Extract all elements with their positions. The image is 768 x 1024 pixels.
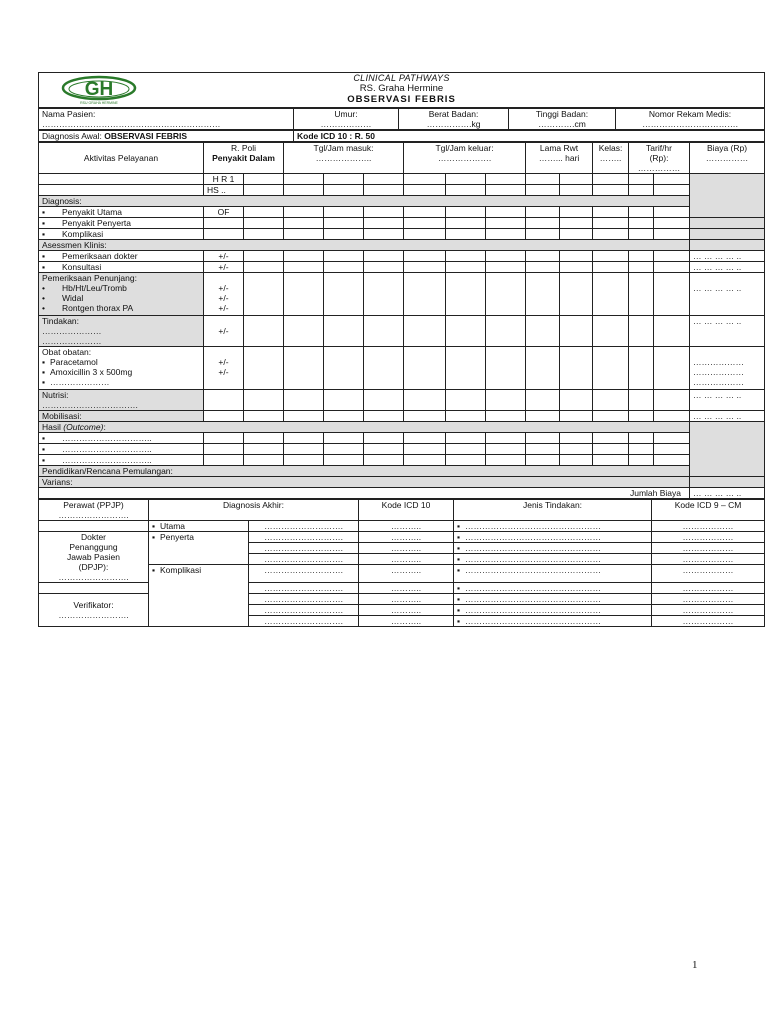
hospital-logo [59, 74, 139, 106]
diagnosis-section-label: Diagnosis: [39, 196, 690, 207]
utama-label: ▪ Utama [149, 521, 249, 532]
hasil-section-row [39, 422, 765, 433]
penyakit-penyerta-row [39, 218, 765, 229]
komplikasi-icd-dots-4[interactable]: ……….. [359, 605, 454, 616]
tindakan-cell [39, 316, 204, 347]
lama-rawat-header[interactable] [526, 143, 593, 174]
komplikasi-diag-dots-5[interactable]: ………………………. [249, 616, 359, 627]
icd9-8-dots[interactable]: ……………… [652, 605, 765, 616]
widal-label: • Widal [42, 293, 200, 303]
rpoli-header [204, 143, 284, 174]
outcome-label: (Outcome) [63, 422, 104, 432]
varians-row [39, 477, 765, 488]
tgl-masuk-label: Tgl/Jam masuk: [313, 143, 374, 153]
obat-biaya-1: ……………… [693, 357, 745, 367]
biaya-grey-block-1 [690, 174, 765, 218]
icd9-5-dots[interactable]: ……………… [652, 565, 765, 583]
dokter-label-2: Penanggung [69, 542, 118, 552]
hb-label: • Hb/Ht/Leu/Tromb [42, 283, 200, 293]
tindakan-5-dots[interactable]: ▪ ………………………………………… [454, 565, 652, 583]
dpjp-cell[interactable] [39, 532, 149, 583]
logo-swoosh-icon [59, 74, 139, 106]
hasil-row-2 [39, 444, 765, 455]
penunjang-row [39, 273, 765, 316]
nutrisi-biaya: … … … … .. [690, 390, 765, 411]
mobilisasi-row [39, 411, 765, 422]
tgl-masuk-header[interactable] [284, 143, 404, 174]
kode-icd10-header: Kode ICD 10 [359, 500, 454, 521]
dokter-label-3: Jawab Pasien [67, 552, 120, 562]
hs-label: HS .. [204, 185, 244, 196]
hr1-row [39, 174, 765, 185]
pendidikan-row [39, 466, 765, 477]
perawat-cell[interactable] [39, 500, 149, 521]
tgl-masuk-value: ……………….. [315, 153, 372, 163]
tindakan-3-dots[interactable]: ▪ ………………………………………… [454, 543, 652, 554]
amoxicillin-label: ▪ Amoxicillin 3 x 500mg [42, 367, 200, 377]
doc-title-observasi: OBSERVASI FEBRIS [347, 94, 456, 105]
penyakit-utama-label: ▪ Penyakit Utama [39, 207, 204, 218]
komplikasi-diag-dots-4[interactable]: ………………………. [249, 605, 359, 616]
rontgen-pm: +/- [218, 303, 229, 313]
jumlah-biaya-row [39, 488, 765, 499]
dokter-label-1: Dokter [80, 532, 107, 542]
nama-pasien-label: Nama Pasien: [42, 109, 96, 119]
komplikasi-diag-dots-3[interactable]: ………………………. [249, 594, 359, 605]
dokter-label-4: (DPJP): [78, 562, 109, 572]
komplikasi-icd-dots-5[interactable]: ……….. [359, 616, 454, 627]
hasil-dots-3: ▪ ………………………….. [39, 455, 204, 466]
perawat-label: Perawat (PPJP) [63, 500, 124, 510]
mobilisasi-label: Mobilisasi: [39, 411, 204, 422]
biaya-grey-block-2 [690, 422, 765, 477]
final-row-6 [39, 583, 765, 594]
hr1-blank [39, 174, 204, 185]
jenis-tindakan-header: Jenis Tindakan: [454, 500, 652, 521]
penunjang-pm-cell [204, 273, 244, 316]
aktivitas-header: Aktivitas Pelayanan [39, 143, 204, 174]
berat-badan-label: Berat Badan: [428, 109, 479, 119]
penyerta-diag-dots-3[interactable]: ………………………. [249, 554, 359, 565]
tarif-header[interactable] [629, 143, 690, 174]
umur-label: Umur: [334, 109, 358, 119]
penyerta-icd-dots-1[interactable]: ……….. [359, 532, 454, 543]
verifikator-dots: ……………………. [58, 610, 129, 620]
rekam-medis-label: Nomor Rekam Medis: [648, 109, 732, 119]
penyerta-label: ▪ Penyerta [149, 532, 249, 565]
icd9-6-dots[interactable]: ……………… [652, 583, 765, 594]
logo-text: GH [84, 79, 114, 100]
asesmen-section-label: Asessmen Klinis: [39, 240, 690, 251]
kelas-value: …….. [599, 153, 622, 163]
rontgen-label: • Rontgen thorax PA [42, 303, 200, 313]
doc-title-clinical-pathways: CLINICAL PATHWAYS [353, 73, 450, 83]
rekam-medis-field[interactable] [616, 109, 765, 130]
pemeriksaan-dokter-row [39, 251, 765, 262]
icd9-7-dots[interactable]: ……………… [652, 594, 765, 605]
paracetamol-pm: +/- [218, 357, 229, 367]
jumlah-biaya-value[interactable]: … … … … .. [690, 488, 765, 499]
hasil-label: Hasil [42, 422, 61, 432]
obat-cell [39, 347, 204, 390]
dokter-dots: ……………………. [58, 572, 129, 582]
diagnosis-akhir-header: Diagnosis Akhir: [149, 500, 359, 521]
hasil-section-label: Hasil (Outcome): [39, 422, 690, 433]
komplikasi-diag-dots-2[interactable]: ………………………. [249, 583, 359, 594]
lama-rawat-label: Lama Rwt [539, 143, 579, 153]
tgl-keluar-value: ………………. [437, 153, 492, 163]
rpoli-label: R. Poli [230, 143, 257, 153]
penunjang-biaya-cell [690, 273, 765, 316]
konsultasi-row [39, 262, 765, 273]
tinggi-badan-value: ………….cm [538, 119, 586, 129]
tinggi-badan-label: Tinggi Badan: [535, 109, 589, 119]
penunjang-label: Pemeriksaan Penunjang: [42, 273, 137, 283]
perawat-dots: ……………………. [58, 510, 129, 520]
penyakit-penyerta-label: ▪ Penyakit Penyerta [39, 218, 204, 229]
nutrisi-row [39, 390, 765, 411]
tindakan-pm: +/- [204, 316, 244, 347]
utama-diag-dots[interactable]: ………………………. [249, 521, 359, 532]
penyakit-utama-row [39, 207, 765, 218]
konsultasi-biaya: … … … … .. [690, 262, 765, 273]
tarif-label: Tarif/hr [646, 143, 672, 153]
nama-pasien-field[interactable] [39, 109, 294, 130]
penyakit-dalam-label: Penyakit Dalam [212, 153, 275, 163]
tindakan-dots-2: ………………… [42, 336, 102, 346]
komplikasi-icd-dots-3[interactable]: ……….. [359, 594, 454, 605]
diagnosis-awal-table [38, 130, 765, 142]
tindakan-1-dots[interactable]: ▪ ………………………………………… [454, 521, 652, 532]
utama-icd-dots[interactable]: ……….. [359, 521, 454, 532]
tgl-keluar-label: Tgl/Jam keluar: [435, 143, 494, 153]
komplikasi-row [39, 229, 765, 240]
biaya-header[interactable] [690, 143, 765, 174]
icd9-2-dots[interactable]: ……………… [652, 532, 765, 543]
hasil-row-3 [39, 455, 765, 466]
icd9-1-dots[interactable]: ……………… [652, 521, 765, 532]
tarif-rp-label: (Rp): [649, 153, 669, 163]
penyakit-utama-code: OF [204, 207, 244, 218]
header-table [38, 72, 765, 108]
grid-header-row [39, 143, 765, 174]
nutrisi-cell [39, 390, 204, 411]
verifikator-label: Verifikator: [73, 600, 114, 610]
obat-biaya-cell [690, 347, 765, 390]
diagnosis-awal-value: OBSERVASI FEBRIS [104, 131, 188, 141]
komplikasi-label: ▪ Komplikasi [39, 229, 204, 240]
biaya-label: Biaya (Rp) [706, 143, 748, 153]
berat-badan-field[interactable] [399, 109, 509, 130]
tindakan-row [39, 316, 765, 347]
header-cell [39, 73, 765, 108]
penunjang-biaya: … … … … .. [693, 283, 742, 293]
penyerta-diag-dots-1[interactable]: ………………………. [249, 532, 359, 543]
kelas-header[interactable] [593, 143, 629, 174]
tindakan-8-dots[interactable]: ▪ ………………………………………… [454, 605, 652, 616]
diagnosis-awal-label: Diagnosis Awal: [42, 131, 102, 141]
nutrisi-label: Nutrisi: [42, 390, 69, 400]
tindakan-4-dots[interactable]: ▪ ………………………………………… [454, 554, 652, 565]
nama-pasien-value: ……………………………………………………… [42, 119, 221, 129]
logo-subtext: RSU GRAHA HERMINE [80, 101, 118, 105]
tindakan-9-dots[interactable]: ▪ ………………………………………… [454, 616, 652, 627]
jumlah-biaya-label: Jumlah Biaya [39, 488, 690, 499]
umur-value: ……………… [320, 119, 372, 129]
patient-info-table [38, 108, 765, 130]
komplikasi-icd-dots-1[interactable]: ……….. [359, 565, 454, 583]
obat-pm-cell [204, 347, 244, 390]
hasil-dots-2: ▪ ………………………….. [39, 444, 204, 455]
icd9-3-dots[interactable]: ……………… [652, 543, 765, 554]
icd9-4-dots[interactable]: ……………… [652, 554, 765, 565]
verifikator-cell[interactable] [39, 594, 149, 627]
konsultasi-pm: +/- [204, 262, 244, 273]
hs-row [39, 185, 765, 196]
penunjang-cell [39, 273, 204, 316]
komplikasi-icd-dots-2[interactable]: ……….. [359, 583, 454, 594]
hr1-label: H R 1 [204, 174, 244, 185]
tindakan-dots-1: ………………… [42, 326, 102, 336]
doc-title-hospital: RS. Graha Hermine [359, 83, 444, 94]
final-row-7 [39, 594, 765, 605]
final-row-1 [39, 521, 765, 532]
berat-badan-value: …………….kg [426, 119, 481, 129]
komplikasi-diag-dots-1[interactable]: ………………………. [249, 565, 359, 583]
obat-biaya-2: ……………… [693, 367, 745, 377]
penyerta-diag-dots-2[interactable]: ………………………. [249, 543, 359, 554]
lama-rawat-value: ……... hari [538, 153, 580, 163]
penyerta-icd-dots-2[interactable]: ……….. [359, 543, 454, 554]
tarif-value: …………… [637, 163, 681, 173]
tindakan-2-dots[interactable]: ▪ ………………………………………… [454, 532, 652, 543]
pendidikan-label: Pendidikan/Rencana Pemulangan: [39, 466, 690, 477]
komplikasi-footer-label: ▪ Komplikasi [149, 565, 249, 627]
pemeriksaan-dokter-pm: +/- [204, 251, 244, 262]
mobilisasi-biaya: … … … … .. [690, 411, 765, 422]
konsultasi-label: ▪ Konsultasi [39, 262, 204, 273]
hb-pm: +/- [218, 283, 229, 293]
page-number: 1 [692, 959, 698, 971]
final-header-row [39, 500, 765, 521]
kelas-label: Kelas: [598, 143, 623, 153]
activity-grid [38, 142, 765, 499]
diagnosis-awal-field [39, 131, 294, 142]
final-row-2 [39, 532, 765, 543]
pemeriksaan-dokter-label: ▪ Pemeriksaan dokter [39, 251, 204, 262]
tgl-keluar-header[interactable] [404, 143, 526, 174]
varians-label: Varians: [39, 477, 690, 488]
obat-biaya-3: ……………… [693, 377, 745, 387]
asesmen-section-row [39, 240, 765, 251]
widal-pm: +/- [218, 293, 229, 303]
clinical-pathway-form [38, 72, 764, 627]
final-diagnosis-table [38, 499, 765, 627]
diagnosis-section-row [39, 196, 765, 207]
kode-icd9-header: Kode ICD 9 – CM [652, 500, 765, 521]
penyerta-icd-dots-3[interactable]: ……….. [359, 554, 454, 565]
amoxicillin-pm: +/- [218, 367, 229, 377]
pemeriksaan-dokter-biaya: … … … … .. [690, 251, 765, 262]
obat-label: Obat obatan: [42, 347, 92, 357]
tindakan-6-dots[interactable]: ▪ ………………………………………… [454, 583, 652, 594]
umur-field[interactable] [294, 109, 399, 130]
kode-icd-field: Kode ICD 10 : R. 50 [294, 131, 765, 142]
obat-row [39, 347, 765, 390]
obat-dots: ▪ ………………… [42, 377, 200, 387]
hasil-dots-1: ▪ ………………………….. [39, 433, 204, 444]
tinggi-badan-field[interactable] [509, 109, 616, 130]
tindakan-7-dots[interactable]: ▪ ………………………………………… [454, 594, 652, 605]
hasil-row-1 [39, 433, 765, 444]
icd9-9-dots[interactable]: ……………… [652, 616, 765, 627]
biaya-value: …………… [705, 153, 749, 163]
nutrisi-dots: ……………………………. [42, 400, 138, 410]
paracetamol-label: ▪ Paracetamol [42, 357, 200, 367]
tindakan-label: Tindakan: [42, 316, 80, 326]
tindakan-biaya: … … … … .. [690, 316, 765, 347]
rekam-medis-value: ……………………………. [642, 119, 738, 129]
